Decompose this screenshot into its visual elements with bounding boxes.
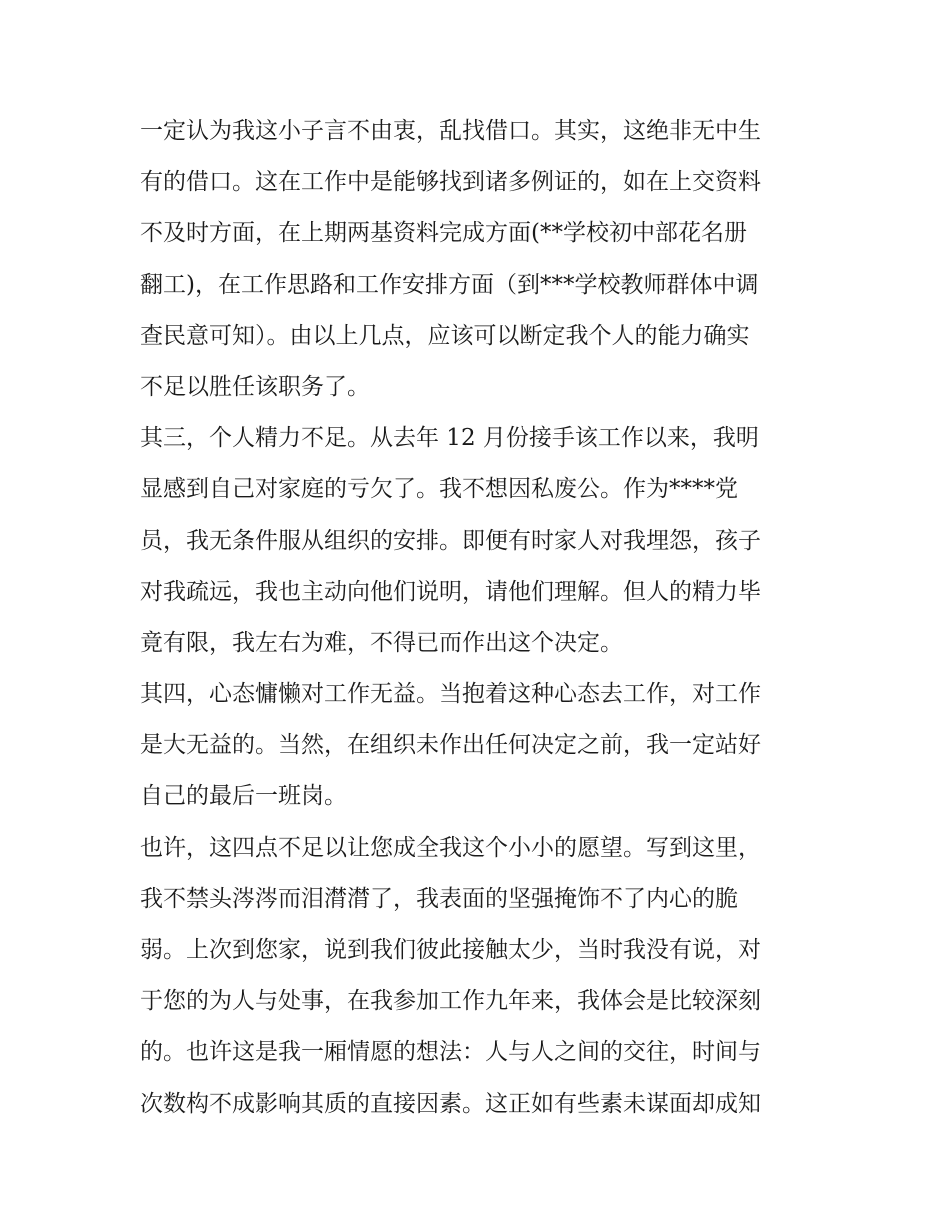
text-line: 其三，个人精力不足。从去年 12 月份接手该工作以来，我明 <box>140 425 759 452</box>
text-line: 的。也许这是我一厢情愿的想法：人与人之间的交往，时间与 <box>140 1039 761 1066</box>
text-line: 自己的最后一班岗。 <box>140 783 347 810</box>
text-line: 有的借口。这在工作中是能够找到诸多例证的，如在上交资料 <box>140 169 761 196</box>
text-line: 不足以胜任该职务了。 <box>140 373 370 400</box>
text-line: 查民意可知）。由以上几点，应该可以断定我个人的能力确实 <box>140 322 750 349</box>
text-line: 我不禁头涔涔而泪潸潸了，我表面的坚强掩饰不了内心的脆 <box>140 885 738 912</box>
text-line: 次数构不成影响其质的直接因素。这正如有些素未谋面却成知 <box>140 1090 761 1117</box>
text-line: 是大无益的。当然，在组织未作出任何决定之前，我一定站好 <box>140 732 761 759</box>
body-text <box>140 106 820 1130</box>
text-line: 于您的为人与处事，在我参加工作九年来，我体会是比较深刻 <box>140 988 761 1015</box>
text-line: 显感到自己对家庭的亏欠了。我不想因私废公。作为****党 <box>140 476 738 503</box>
text-line: 竟有限，我左右为难，不得已而作出这个决定。 <box>140 629 623 656</box>
text-line: 翻工)，在工作思路和工作安排方面（到***学校教师群体中调 <box>140 271 759 298</box>
text-line: 弱。上次到您家，说到我们彼此接触太少，当时我没有说，对 <box>140 937 761 963</box>
text-line: 不及时方面，在上期两基资料完成方面(**学校初中部花名册 <box>140 220 747 247</box>
text-line: 一定认为我这小子言不由衷，乱找借口。其实，这绝非无中生 <box>140 118 761 144</box>
text-line: 其四，心态慵懒对工作无益。当抱着这种心态去工作，对工作 <box>140 681 761 708</box>
text-line: 员，我无条件服从组织的安排。即便有时家人对我埋怨，孩子 <box>140 527 761 554</box>
text-line: 对我疏远，我也主动向他们说明，请他们理解。但人的精力毕 <box>140 578 761 605</box>
text-line: 也许，这四点不足以让您成全我这个小小的愿望。写到这里， <box>140 834 761 861</box>
